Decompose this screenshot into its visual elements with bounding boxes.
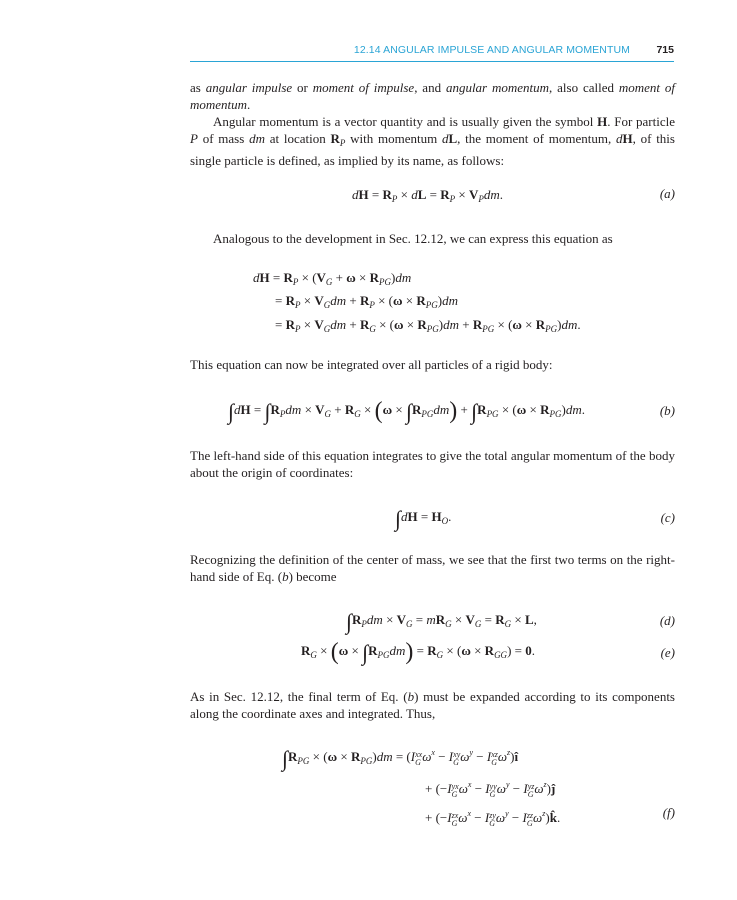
equation-f-line2: + (−I yx G $\omega^x - I$ yy G $\omega^y - I$ yz G $\omega^z)ĵ$ [425, 780, 556, 799]
equation-e: $R_G \times (\omega \times \int R_{PG}dm) = R_G \times (\omega \times R_{GG}) = 0$. [301, 639, 535, 665]
paragraph-final-term: As in Sec. 12.12, the final term of Eq. (b) must be expanded according to its components along the coordinate axes and integrated. Thus, [190, 689, 675, 721]
equation-f-line1: $\int R_{PG} \times (\omega \times R_{PG})dm = (I$ xx G $\omega^x - I$ xy G $\omega^y - I$ xz G $\omega^z)î$ [282, 746, 519, 771]
equation-f-line3: + (−I zx G $\omega^x - I$ zy G $\omega^y - I$ zz G $\omega^z)k̂$. [425, 809, 561, 828]
paragraph-angular-momentum: Angular momentum is a vector quantity and is usually given the symbol H. For particle P of mass dm at location $R_P$ with momentum dL, the moment of momentum, dH, of this single particle is defined, as implied by its name, as follows: [190, 114, 675, 168]
paragraph-center-of-mass: Recognizing the definition of the center of mass, we see that the first two terms on the right-hand side of Eq. (b) become [190, 552, 675, 584]
equation-expansion-line2: = $R_P \times V_Gdm + R_P \times (\omega \times R_{PG})dm$ [275, 293, 458, 310]
paragraph-left-hand-side: The left-hand side of this equation integrates to give the total angular momentum of the body about the origin of coordinates: [190, 448, 675, 480]
equation-b: $\int dH = \int R_Pdm \times V_G + R_G \times (\omega \times \int R_{PG}dm) + \int R_{PG} \times (\omega \times R_{PG})dm$. [228, 398, 585, 424]
paragraph-intro: as angular impulse or moment of impulse, and angular momentum, also called moment of momentum. [190, 80, 675, 112]
equation-d-tag: (d) [659, 613, 675, 628]
page-number: 715 [656, 44, 674, 56]
header-rule [190, 61, 674, 62]
equation-a: dH = $R_P$ × dL = $R_P \times V_Pdm$. [352, 187, 503, 204]
equation-c-tag: (c) [660, 510, 675, 525]
equation-b-tag: (b) [659, 403, 675, 418]
running-header [190, 44, 674, 60]
equation-expansion-line3: = $R_P \times V_Gdm + R_G \times (\omega \times R_{PG})dm + R_{PG} \times (\omega \times R_{PG})dm$. [275, 317, 581, 334]
equation-f-tag: (f) [662, 805, 675, 820]
equation-a-tag: (a) [659, 186, 675, 201]
paragraph-analogous: Analogous to the development in Sec. 12.12, we can express this equation as [213, 231, 613, 246]
equation-c: $\int dH = H_O$. [395, 506, 452, 531]
equation-d: $\int R_Pdm \times V_G = mR_G \times V_G = R_G \times L$, [346, 609, 537, 634]
equation-expansion-line1: dH = $R_P \times (V_G + \omega \times R_{PG})dm$ [253, 270, 412, 287]
section-title: 12.14 ANGULAR IMPULSE AND ANGULAR MOMENTUM [353, 44, 630, 56]
paragraph-integrate: This equation can now be integrated over all particles of a rigid body: [190, 357, 553, 372]
equation-e-tag: (e) [660, 645, 675, 660]
